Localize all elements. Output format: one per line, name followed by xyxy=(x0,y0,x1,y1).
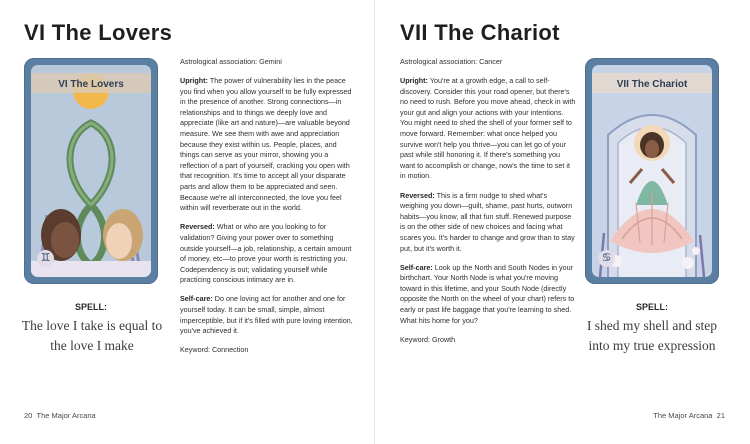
selfcare-text: Do one loving act for another and one for yourself today. It can be small, simple, almost imperceptible, but if it's filled with pure loving intention, you've achieved it. xyxy=(180,294,353,336)
reversed-label: Reversed: xyxy=(180,222,215,232)
card-description xyxy=(180,57,356,364)
selfcare-label: Self-care: xyxy=(180,294,213,304)
upright-text: You're at a growth edge, a call to self-discovery. Consider this your road opener, but there's no need to rush. Before you move ahead, check in with your gut and align your actions with your intentions. You might need to shed the shell of your former self to move forward. Remember: what once helped you survive won't help you thrive—you can let go of your past while still honoring it. If there's something you want to accomplish or change, now's the time to set it in motion. xyxy=(400,76,576,181)
upright-paragraph xyxy=(180,76,356,214)
upright-text: The power of vulnerability lies in the peace you find when you allow yourself to be fully expressed in the presence of another. Strong connections—in relationships and to things we deeply love and appreciate (like art and nature)—are valuable beyond measure. We see them with awe and appreciation because they exist within us. People, places, and things can serve as your mirror, showing you a reflection of a part of yourself, cracking you open with that recognition. It's time to accept all your disparate parts and allow them to be appreciated and seen. Because we're all interconnected, the love you feel within will reverberate out in the world. xyxy=(180,76,352,213)
running-head: The Major Arcana xyxy=(653,411,713,420)
running-head: The Major Arcana xyxy=(36,411,96,420)
right-page xyxy=(375,0,750,444)
selfcare-label: Self-care: xyxy=(400,262,433,272)
keyword: Keyword: Growth xyxy=(400,334,456,344)
reversed-text: This is a firm nudge to shed what's weighing you down—guilt, shame, past hurts, outworn habits—you know, all that fun stuff. Renewed purpose is on the other side of new choices and facing what scares you. It's harder to change and grow than to stay put, but it's worth it. xyxy=(400,190,575,253)
selfcare-paragraph xyxy=(400,263,576,327)
page-footer xyxy=(24,411,96,420)
reversed-paragraph xyxy=(180,222,356,286)
card-illustration xyxy=(592,65,712,277)
spell-label: SPELL: xyxy=(74,302,107,312)
lovers-illustration xyxy=(31,65,151,277)
gemini-zodiac-icon: ♊ xyxy=(37,250,54,267)
tarot-card-lovers xyxy=(24,58,158,284)
upright-label: Upright: xyxy=(180,76,208,86)
astrological-association: Astrological association: Gemini xyxy=(180,57,282,66)
spell-label: SPELL: xyxy=(635,302,668,312)
spell-text: I shed my shell and step into my true expression xyxy=(586,318,718,353)
keyword: Keyword: Connection xyxy=(180,345,249,355)
card-description xyxy=(400,57,576,354)
card-title: VII The Chariot xyxy=(616,79,688,90)
reversed-label: Reversed: xyxy=(400,190,435,200)
cancer-zodiac-icon: ♋ xyxy=(598,250,615,267)
reversed-text: What or who are you looking to for validation? Giving your power over to something outside yourself—a job, relationship, a certain amount of money, etc—to prove your worth is restricting you. Codependency is out; validating yourself while practicing conscious intimacy are in. xyxy=(180,222,352,285)
reversed-paragraph xyxy=(400,191,576,255)
page-title: VI The Lovers xyxy=(24,20,173,45)
upright-label: Upright: xyxy=(400,76,428,86)
card-title: VI The Lovers xyxy=(58,79,124,90)
page-title: VII The Chariot xyxy=(400,20,560,45)
card-illustration xyxy=(31,65,151,277)
page-footer xyxy=(653,411,725,420)
page-number: 20 xyxy=(24,411,33,420)
spell-text: The love I take is equal to the love I make xyxy=(21,318,163,353)
tarot-card-chariot xyxy=(585,58,719,284)
selfcare-paragraph xyxy=(180,294,356,336)
chariot-illustration xyxy=(592,65,712,277)
page-number: 21 xyxy=(716,411,725,420)
upright-paragraph xyxy=(400,76,576,182)
astrological-association: Astrological association: Cancer xyxy=(400,57,503,66)
selfcare-text: Look up the North and South Nodes in your birthchart. Your North Node is what you're moving toward in this lifetime, and your South Node (directly opposite the North on the wheel of your chart) refers to early or past life baggage that you're learning to shed. What hits home for you? xyxy=(400,262,575,325)
